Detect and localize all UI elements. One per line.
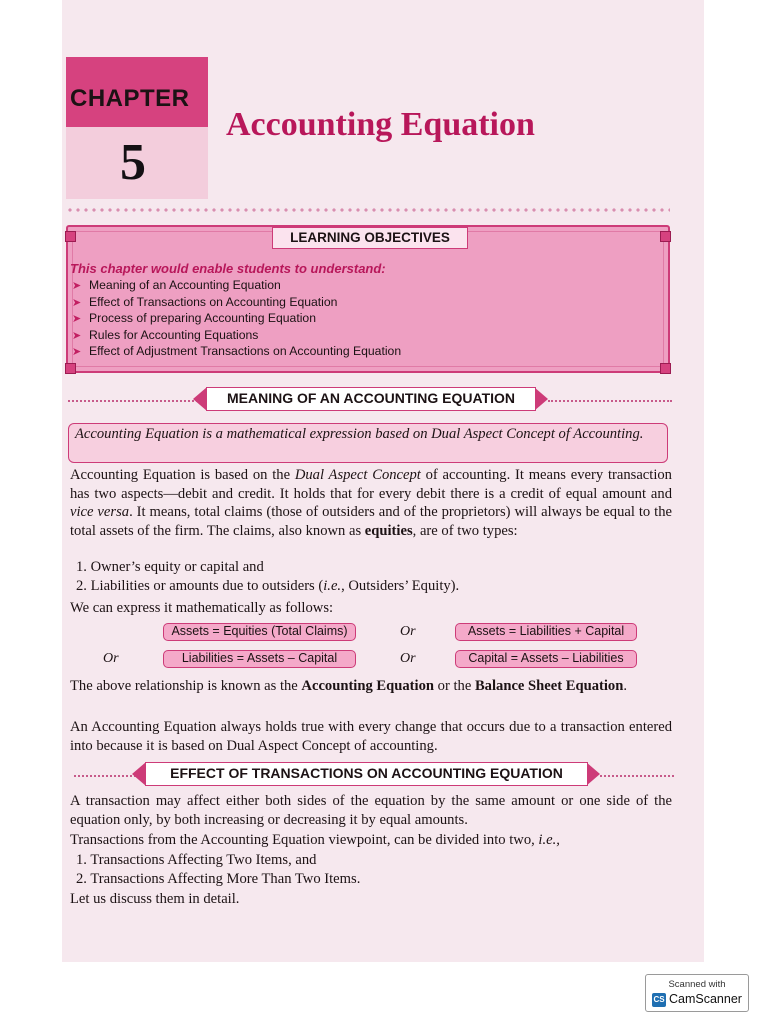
chapter-badge-bottom <box>66 127 208 199</box>
banner-arrow-right-icon <box>534 387 548 411</box>
section-heading: MEANING OF AN ACCOUNTING EQUATION <box>206 387 536 411</box>
section-heading: EFFECT OF TRANSACTIONS ON ACCOUNTING EQUATION <box>145 762 588 786</box>
camscanner-logo-icon: CS <box>652 993 666 1007</box>
equity-list <box>76 558 656 595</box>
arrow-bullet-icon: ➤ <box>72 346 82 359</box>
list-item: 1. Transactions Affecting Two Items, and <box>76 852 317 868</box>
transaction-type-list <box>76 851 656 888</box>
definition-box: Accounting Equation is a mathematical expression based on Dual Aspect Concept of Accounting. <box>68 423 668 463</box>
arrow-bullet-icon: ➤ <box>72 280 82 292</box>
learning-objectives-intro: This chapter would enable students to understand: <box>70 261 386 276</box>
objective-text: Rules for Accounting Equations <box>89 327 259 342</box>
learning-objectives-list <box>72 277 401 360</box>
list-item <box>72 327 401 344</box>
paragraph: A transaction may affect either both sides of the equation by the same amount or one side of the equation only, by both increasing or decreasing it by equal amounts. <box>70 793 672 828</box>
paragraph: Transactions from the Accounting Equation viewpoint, can be divided into two, i.e., <box>70 832 560 848</box>
arrow-bullet-icon: ➤ <box>72 313 82 326</box>
chapter-title: Accounting Equation <box>226 106 535 143</box>
arrow-bullet-icon: ➤ <box>72 329 82 342</box>
dotted-rule <box>600 775 674 777</box>
paragraph: Accounting Equation is based on the Dual Aspect Concept of accounting. It means every transaction has two aspects—debit and credit. It holds that for every debit there is a credit of equal amount and vice versa. It means, total claims (those of outsiders and of the proprietors) will always be equal to the total assets of the firm. The claims, also known as equities, are of two types: <box>70 467 673 539</box>
list-item: 2. Transactions Affecting More Than Two Items. <box>76 870 361 887</box>
watermark-caption: Scanned with <box>668 979 726 990</box>
or-label: Or <box>103 651 119 666</box>
dotted-rule <box>548 400 672 402</box>
corner-ornament <box>660 231 671 242</box>
banner-arrow-right-icon <box>586 762 600 786</box>
list-item: 1. Owner’s equity or capital and <box>76 559 264 575</box>
objective-text: Effect of Adjustment Transactions on Accounting Equation <box>89 344 402 359</box>
chapter-label: CHAPTER <box>70 85 190 112</box>
learning-objectives-heading: LEARNING OBJECTIVES <box>272 227 468 249</box>
chapter-number: 5 <box>120 134 146 191</box>
equation-pill: Assets = Liabilities + Capital <box>455 623 637 641</box>
chapter-badge-top <box>66 57 208 127</box>
corner-ornament <box>65 231 76 242</box>
paragraph: Let us discuss them in detail. <box>70 891 240 907</box>
banner-arrow-left-icon <box>193 387 207 411</box>
list-item <box>72 294 401 311</box>
arrow-bullet-icon: ➤ <box>72 296 82 309</box>
or-label: Or <box>400 651 416 666</box>
paragraph: An Accounting Equation always holds true with every change that occurs due to a transaction entered into because it is based on Dual Aspect Concept of accounting. <box>70 719 672 754</box>
camscanner-watermark <box>645 974 749 1012</box>
list-item <box>72 343 401 360</box>
paragraph: The above relationship is known as the Accounting Equation or the Balance Sheet Equation. <box>70 678 627 694</box>
corner-ornament <box>660 363 671 374</box>
banner-arrow-left-icon <box>132 762 146 786</box>
chapter-badge <box>66 57 208 199</box>
equation-pill: Assets = Equities (Total Claims) <box>163 623 356 641</box>
equation-pill: Capital = Assets – Liabilities <box>455 650 637 668</box>
corner-ornament <box>65 363 76 374</box>
paragraph: We can express it mathematically as follows: <box>70 600 334 616</box>
dotted-divider <box>66 206 670 214</box>
list-item <box>72 310 401 327</box>
list-item <box>72 277 401 294</box>
objective-text: Effect of Transactions on Accounting Equation <box>89 294 338 309</box>
list-item: 2. Liabilities or amounts due to outsiders (i.e., Outsiders’ Equity). <box>76 577 460 594</box>
dotted-rule <box>68 400 206 402</box>
equation-pill: Liabilities = Assets – Capital <box>163 650 356 668</box>
or-label: Or <box>400 624 416 639</box>
watermark-brand: CamScanner <box>669 992 742 1006</box>
objective-text: Process of preparing Accounting Equation <box>89 311 316 326</box>
objective-text: Meaning of an Accounting Equation <box>89 278 281 292</box>
